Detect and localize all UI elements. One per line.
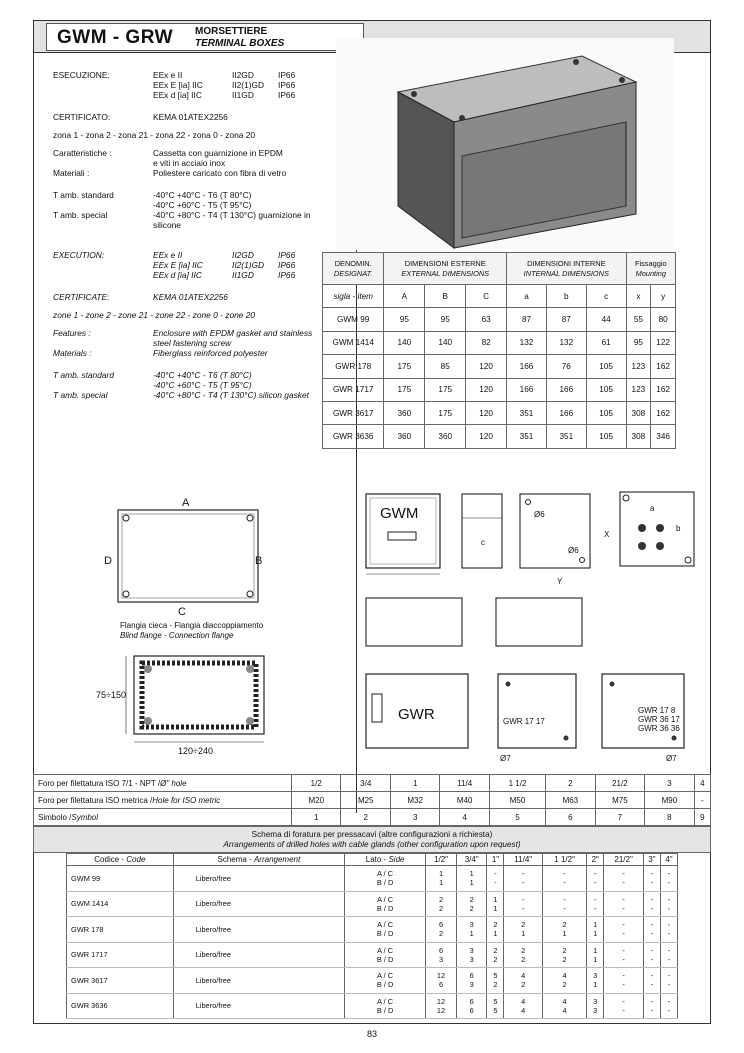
arr-cell: - - xyxy=(643,968,660,994)
iso-label: Foro per filettatura ISO 7/1 - NPT /Ø" hole xyxy=(34,775,292,792)
arr-cell: - - xyxy=(660,891,677,917)
hdr-external xyxy=(384,253,507,285)
table-cell: 140 xyxy=(384,331,425,354)
arr-head: 4" xyxy=(660,854,677,866)
arr-row xyxy=(67,993,678,1019)
arr-cell: 6 6 xyxy=(456,993,487,1019)
arr-cell: - - xyxy=(660,866,677,892)
arr-cell: 2 2 xyxy=(487,942,504,968)
spec-key: T amb. standard xyxy=(53,190,114,200)
iso-cell: M25 xyxy=(341,792,390,809)
spec-value: Fiberglass reinforced polyester xyxy=(153,348,268,358)
table-cell: 360 xyxy=(384,425,425,448)
page-number: 83 xyxy=(366,1029,377,1039)
hdr-int-en: INTERNAL DIMENSIONS xyxy=(523,268,609,278)
table-cell: 76 xyxy=(546,355,586,378)
table-cell: 105 xyxy=(586,425,626,448)
table-row xyxy=(323,331,676,354)
hdr-mounting xyxy=(626,253,675,285)
d7-right: Ø7 xyxy=(666,754,677,763)
col-head: B xyxy=(425,285,466,308)
arr-head: 21/2" xyxy=(604,854,644,866)
arr-cell: 3 1 xyxy=(587,968,604,994)
dimensions-table xyxy=(322,252,676,449)
flange-drawing xyxy=(112,650,272,746)
iso-cell: 1 1/2 xyxy=(489,775,545,792)
flange-label-en: Blind flange - Connection flange xyxy=(120,631,234,640)
hdr-ext-en: EXTERNAL DIMENSIONS xyxy=(401,268,490,278)
schema-it: Schema di foratura per pressacavi (altre configurazioni a richiesta) xyxy=(251,830,493,839)
hdr-denomin: DENOMIN. xyxy=(334,258,372,268)
arr-cell: 1 1 xyxy=(587,942,604,968)
col-head: c xyxy=(586,285,626,308)
table-cell: GWM 1414 xyxy=(323,331,384,354)
table-cell: 105 xyxy=(586,355,626,378)
table-cell: 351 xyxy=(507,401,547,424)
table-cell: 175 xyxy=(425,401,466,424)
table-cell: 166 xyxy=(546,401,586,424)
arr-cell: - - xyxy=(604,993,644,1019)
table-cell: 80 xyxy=(651,308,676,331)
iso-cell: 4 xyxy=(694,775,710,792)
spec-value: -40°C +40°C - T6 (T 80°C) -40°C +60°C - T5 (T 95°C) xyxy=(153,370,252,390)
iso-cell: M75 xyxy=(595,792,645,809)
spec-group: II2GD II2(1)GD II1GD xyxy=(232,250,265,280)
table-cell: 120 xyxy=(466,425,507,448)
arr-side: A / C B / D xyxy=(345,866,426,892)
page-title: GWM - GRW xyxy=(57,27,174,48)
arr-cell: 6 3 xyxy=(456,968,487,994)
arr-side: A / C B / D xyxy=(345,891,426,917)
arr-code: GWR 1717 xyxy=(67,942,174,968)
hdr-designat: DESIGNAT. xyxy=(333,268,373,278)
spec-key: Materiali : xyxy=(53,168,90,178)
iso-cell: 9 xyxy=(694,809,710,826)
table-cell: 44 xyxy=(586,308,626,331)
dim-120-240: 120÷240 xyxy=(178,746,213,756)
spec-value: Enclosure with EPDM gasket and stainless steel fastening screw xyxy=(153,328,313,348)
spec-key: CERTIFICATO: xyxy=(53,112,111,122)
spec-ip: IP66 IP66 IP66 xyxy=(278,70,296,100)
table-row xyxy=(323,378,676,401)
table-cell: 346 xyxy=(651,425,676,448)
hdr-designation xyxy=(323,253,384,285)
table-cell: 63 xyxy=(466,308,507,331)
gwr-list-labels xyxy=(638,706,680,733)
table-cell: 105 xyxy=(586,378,626,401)
table-cell: 55 xyxy=(626,308,651,331)
iso-cell: 1/2 xyxy=(292,775,341,792)
arr-cell: 2 1 xyxy=(487,917,504,943)
table-cell: 351 xyxy=(507,425,547,448)
arr-cell: 6 2 xyxy=(426,917,457,943)
arr-cell: - - xyxy=(542,891,586,917)
iso-cell: 2 xyxy=(341,809,390,826)
iso-cell: 3/4 xyxy=(341,775,390,792)
label-X: X xyxy=(604,530,610,539)
arr-row xyxy=(67,942,678,968)
spec-key: Materials : xyxy=(53,348,92,358)
arr-cell: - - xyxy=(660,917,677,943)
d7-left: Ø7 xyxy=(500,754,511,763)
table-row xyxy=(323,308,676,331)
arr-side: A / C B / D xyxy=(345,942,426,968)
table-cell: 87 xyxy=(507,308,547,331)
iso-cell: 4 xyxy=(440,809,489,826)
iso-label-en: Hole for ISO metric xyxy=(152,795,221,805)
iso-cell: M40 xyxy=(440,792,489,809)
arr-side: A / C B / D xyxy=(345,968,426,994)
arr-head: 2" xyxy=(587,854,604,866)
table-cell: 166 xyxy=(507,355,547,378)
arr-cell: 12 6 xyxy=(426,968,457,994)
table-cell: 85 xyxy=(425,355,466,378)
table-cell: 360 xyxy=(425,425,466,448)
arr-head: Codice - Code xyxy=(67,854,174,866)
label-Y: Y xyxy=(557,577,563,586)
table-cell: 132 xyxy=(546,331,586,354)
table-cell: 166 xyxy=(546,378,586,401)
gwm-label: GWM xyxy=(380,505,419,522)
table-cell: 123 xyxy=(626,378,651,401)
arr-cell: - - xyxy=(643,993,660,1019)
arr-side: A / C B / D xyxy=(345,993,426,1019)
arr-head: Lato - Side xyxy=(345,854,426,866)
iso-cell: 1 xyxy=(390,775,439,792)
arr-cell: - - xyxy=(587,891,604,917)
table-cell: 120 xyxy=(466,401,507,424)
table-cell: GWM 99 xyxy=(323,308,384,331)
arr-code: GWR 178 xyxy=(67,917,174,943)
arr-cell: 5 2 xyxy=(487,968,504,994)
table-cell: 95 xyxy=(384,308,425,331)
arr-cell: - - xyxy=(643,891,660,917)
table-cell: 122 xyxy=(651,331,676,354)
arr-scheme: Libero/free xyxy=(173,968,344,994)
table-cell: 61 xyxy=(586,331,626,354)
table-cell: 162 xyxy=(651,401,676,424)
arr-row xyxy=(67,968,678,994)
arr-cell: - - xyxy=(604,942,644,968)
col-head: y xyxy=(651,285,676,308)
arr-cell: - - xyxy=(587,866,604,892)
iso-label-en: Symbol xyxy=(71,812,99,822)
arr-row xyxy=(67,866,678,892)
arr-head: 11/4" xyxy=(504,854,543,866)
spec-value: -40°C +40°C - T6 (T 80°C) -40°C +60°C - T5 (T 95°C) xyxy=(153,190,252,210)
gwr-1717-label: GWR 17 17 xyxy=(503,717,545,726)
d6-bottom: Ø6 xyxy=(568,546,579,555)
arr-row xyxy=(67,917,678,943)
iso-row xyxy=(34,775,711,792)
iso-cell: 3 xyxy=(645,775,694,792)
label-a-top: a xyxy=(650,504,655,513)
arr-cell: 1 1 xyxy=(587,917,604,943)
table-cell: GWR 1717 xyxy=(323,378,384,401)
label-A: A xyxy=(182,497,190,509)
spec-value: zone 1 - zone 2 - zone 21 - zone 22 - zone 0 - zone 20 xyxy=(53,310,256,320)
spec-key: T amb. standard xyxy=(53,370,114,380)
arr-cell: - - xyxy=(504,866,543,892)
spec-key: T amb. special xyxy=(53,390,108,400)
arr-cell: - - xyxy=(604,968,644,994)
header-title-box xyxy=(46,23,364,51)
table-cell: 162 xyxy=(651,378,676,401)
arr-scheme: Libero/free xyxy=(173,942,344,968)
iso-row xyxy=(34,792,711,809)
iso-cell: 21/2 xyxy=(595,775,645,792)
arr-cell: 2 1 xyxy=(542,917,586,943)
col-head: a xyxy=(507,285,547,308)
col-head: sigla - item xyxy=(323,285,384,308)
gwr-list-item: GWR 36 17 xyxy=(638,715,680,724)
table-cell: GWR 3636 xyxy=(323,425,384,448)
iso-cell: 6 xyxy=(546,809,595,826)
hdr-int-it: DIMENSIONI INTERNE xyxy=(527,258,606,268)
iso-cell: M20 xyxy=(292,792,341,809)
arr-code: GWM 1414 xyxy=(67,891,174,917)
arr-cell: 6 3 xyxy=(426,942,457,968)
label-c-side: c xyxy=(481,538,485,547)
arr-cell: - - xyxy=(604,866,644,892)
arr-cell: 12 12 xyxy=(426,993,457,1019)
arr-scheme: Libero/free xyxy=(173,866,344,892)
iso-cell: 11/4 xyxy=(440,775,489,792)
spec-value: Poliestere caricato con fibra di vetro xyxy=(153,168,287,178)
arr-cell: 4 4 xyxy=(542,993,586,1019)
arr-cell: 1 1 xyxy=(456,866,487,892)
arr-cell: 5 5 xyxy=(487,993,504,1019)
table-cell: GWR 178 xyxy=(323,355,384,378)
spec-value: -40°C +80°C - T4 (T 130°C) silicon gasket xyxy=(153,390,309,400)
table-cell: GWR 3617 xyxy=(323,401,384,424)
arr-cell: 4 2 xyxy=(542,968,586,994)
table-row xyxy=(323,355,676,378)
iso-cell: 3 xyxy=(390,809,439,826)
arr-cell: 2 2 xyxy=(456,891,487,917)
spec-value: zona 1 - zona 2 - zona 21 - zona 22 - zona 0 - zona 20 xyxy=(53,130,256,140)
arr-cell: - - xyxy=(487,866,504,892)
arr-scheme: Libero/free xyxy=(173,993,344,1019)
arr-head-en: Side xyxy=(388,855,405,864)
arr-side: A / C B / D xyxy=(345,917,426,943)
spec-value: Cassetta con guarnizione in EPDM e viti in acciaio inox xyxy=(153,148,283,168)
spec-value: EEx e II EEx E [ia] IIC EEx d [ia] IIC xyxy=(153,250,203,280)
arr-cell: - - xyxy=(643,942,660,968)
table-cell: 95 xyxy=(425,308,466,331)
enclosure-photo xyxy=(336,38,674,250)
gwr-list-item: GWR 17 8 xyxy=(638,706,676,715)
iso-label-en: Ø" hole xyxy=(160,778,187,788)
arr-scheme: Libero/free xyxy=(173,891,344,917)
label-B: B xyxy=(255,555,263,567)
arr-cell: - - xyxy=(604,891,644,917)
spec-key: CERTIFICATE: xyxy=(53,292,110,302)
table-cell: 140 xyxy=(425,331,466,354)
hdr-mount-en: Mounting xyxy=(635,268,666,278)
arr-cell: - - xyxy=(604,917,644,943)
col-head: b xyxy=(546,285,586,308)
gwr-label: GWR xyxy=(398,706,435,723)
iso-cell: 2 xyxy=(546,775,595,792)
table-cell: 175 xyxy=(384,355,425,378)
dim-75-150: 75÷150 xyxy=(96,690,126,700)
arr-code: GWR 3617 xyxy=(67,968,174,994)
iso-cell: M90 xyxy=(645,792,694,809)
arr-cell: - - xyxy=(542,866,586,892)
table-cell: 360 xyxy=(384,401,425,424)
d6-top: Ø6 xyxy=(534,510,545,519)
table-cell: 308 xyxy=(626,401,651,424)
hdr-ext-it: DIMENSIONI ESTERNE xyxy=(404,258,486,268)
table-cell: 82 xyxy=(466,331,507,354)
hdr-internal xyxy=(507,253,626,285)
spec-ip: IP66 IP66 IP66 xyxy=(278,250,296,280)
iso-cell: 8 xyxy=(645,809,694,826)
schema-heading xyxy=(33,826,711,853)
arrangement-table xyxy=(66,853,678,1019)
spec-key: T amb. special xyxy=(53,210,108,220)
arr-code: GWR 3636 xyxy=(67,993,174,1019)
arr-row xyxy=(67,891,678,917)
arr-cell: 2 2 xyxy=(426,891,457,917)
iso-cell: M32 xyxy=(390,792,439,809)
table-cell: 105 xyxy=(586,401,626,424)
arr-cell: - - xyxy=(660,968,677,994)
table-cell: 95 xyxy=(626,331,651,354)
hdr-mount-it: Fissaggio xyxy=(634,258,667,268)
arr-head: 3/4" xyxy=(456,854,487,866)
arr-cell: 1 1 xyxy=(487,891,504,917)
spec-value: KEMA 01ATEX2256 xyxy=(153,292,228,302)
iso-label: Foro per filettatura ISO metrica /Hole for ISO metric xyxy=(34,792,292,809)
iso-cell: M50 xyxy=(489,792,545,809)
arr-cell: 4 4 xyxy=(504,993,543,1019)
arr-head: 3" xyxy=(643,854,660,866)
table-cell: 351 xyxy=(546,425,586,448)
arr-code: GWM 99 xyxy=(67,866,174,892)
spec-group: II2GD II2(1)GD II1GD xyxy=(232,70,265,100)
arr-head: Schema - Arrangement xyxy=(173,854,344,866)
table-cell: 120 xyxy=(466,355,507,378)
schema-en: Arrangements of drilled holes with cable glands (other configuration upon request) xyxy=(223,840,521,849)
arr-cell: 1 1 xyxy=(426,866,457,892)
iso-label: Simbolo /Symbol xyxy=(34,809,292,826)
table-cell: 123 xyxy=(626,355,651,378)
arr-cell: 3 1 xyxy=(456,917,487,943)
spec-key: EXECUTION: xyxy=(53,250,105,260)
arr-cell: - - xyxy=(660,942,677,968)
arr-head-en: Arrangement xyxy=(253,855,301,864)
table-cell: 175 xyxy=(425,378,466,401)
label-D: D xyxy=(104,555,112,567)
arr-head: 1/2" xyxy=(426,854,457,866)
arr-head: 1" xyxy=(487,854,504,866)
arr-cell: 2 1 xyxy=(504,917,543,943)
iso-cell: M63 xyxy=(546,792,595,809)
arr-cell: - - xyxy=(643,866,660,892)
spec-key: Features : xyxy=(53,328,91,338)
arr-scheme: Libero/free xyxy=(173,917,344,943)
iso-cell: 5 xyxy=(489,809,545,826)
subtitle-it: MORSETTIERE xyxy=(195,26,268,37)
iso-cell: 7 xyxy=(595,809,645,826)
arr-head: 1 1/2" xyxy=(542,854,586,866)
spec-value: EEx e II EEx E [ia] IIC EEx d [ia] IIC xyxy=(153,70,203,100)
arr-cell: 3 3 xyxy=(456,942,487,968)
iso-thread-table xyxy=(33,774,711,826)
col-head: A xyxy=(384,285,425,308)
col-head: x xyxy=(626,285,651,308)
arr-cell: - - xyxy=(660,993,677,1019)
arr-head-en: Code xyxy=(126,855,146,864)
spec-value: -40°C +80°C - T4 (T 130°C) guarnizione in silicone xyxy=(153,210,311,230)
spec-key: ESECUZIONE: xyxy=(53,70,110,80)
iso-cell: 1 xyxy=(292,809,341,826)
table-cell: 175 xyxy=(384,378,425,401)
table-cell: 120 xyxy=(466,378,507,401)
arr-cell: - - xyxy=(643,917,660,943)
arr-head-row xyxy=(67,854,678,866)
arr-cell: 3 3 xyxy=(587,993,604,1019)
iso-row xyxy=(34,809,711,826)
table-cell: 166 xyxy=(507,378,547,401)
arr-cell: 4 2 xyxy=(504,968,543,994)
label-b-top: b xyxy=(676,524,681,533)
table-cell: 308 xyxy=(626,425,651,448)
label-C: C xyxy=(178,606,186,618)
gwr-list-item: GWR 36 36 xyxy=(638,724,680,733)
iso-cell: - xyxy=(694,792,710,809)
table-row xyxy=(323,425,676,448)
col-head: C xyxy=(466,285,507,308)
flange-label-it: Flangia cieca - Flangia diaccoppiamento xyxy=(120,621,264,630)
table-cell: 132 xyxy=(507,331,547,354)
arr-cell: - - xyxy=(504,891,543,917)
table-row xyxy=(323,401,676,424)
table-cell: 162 xyxy=(651,355,676,378)
spec-key: Caratteristiche : xyxy=(53,148,112,158)
arr-cell: 2 2 xyxy=(504,942,543,968)
table-cell: 87 xyxy=(546,308,586,331)
subtitle-en: TERMINAL BOXES xyxy=(195,38,285,49)
spec-value: KEMA 01ATEX2256 xyxy=(153,112,228,122)
arr-cell: 2 2 xyxy=(542,942,586,968)
front-view-drawing xyxy=(96,496,276,616)
